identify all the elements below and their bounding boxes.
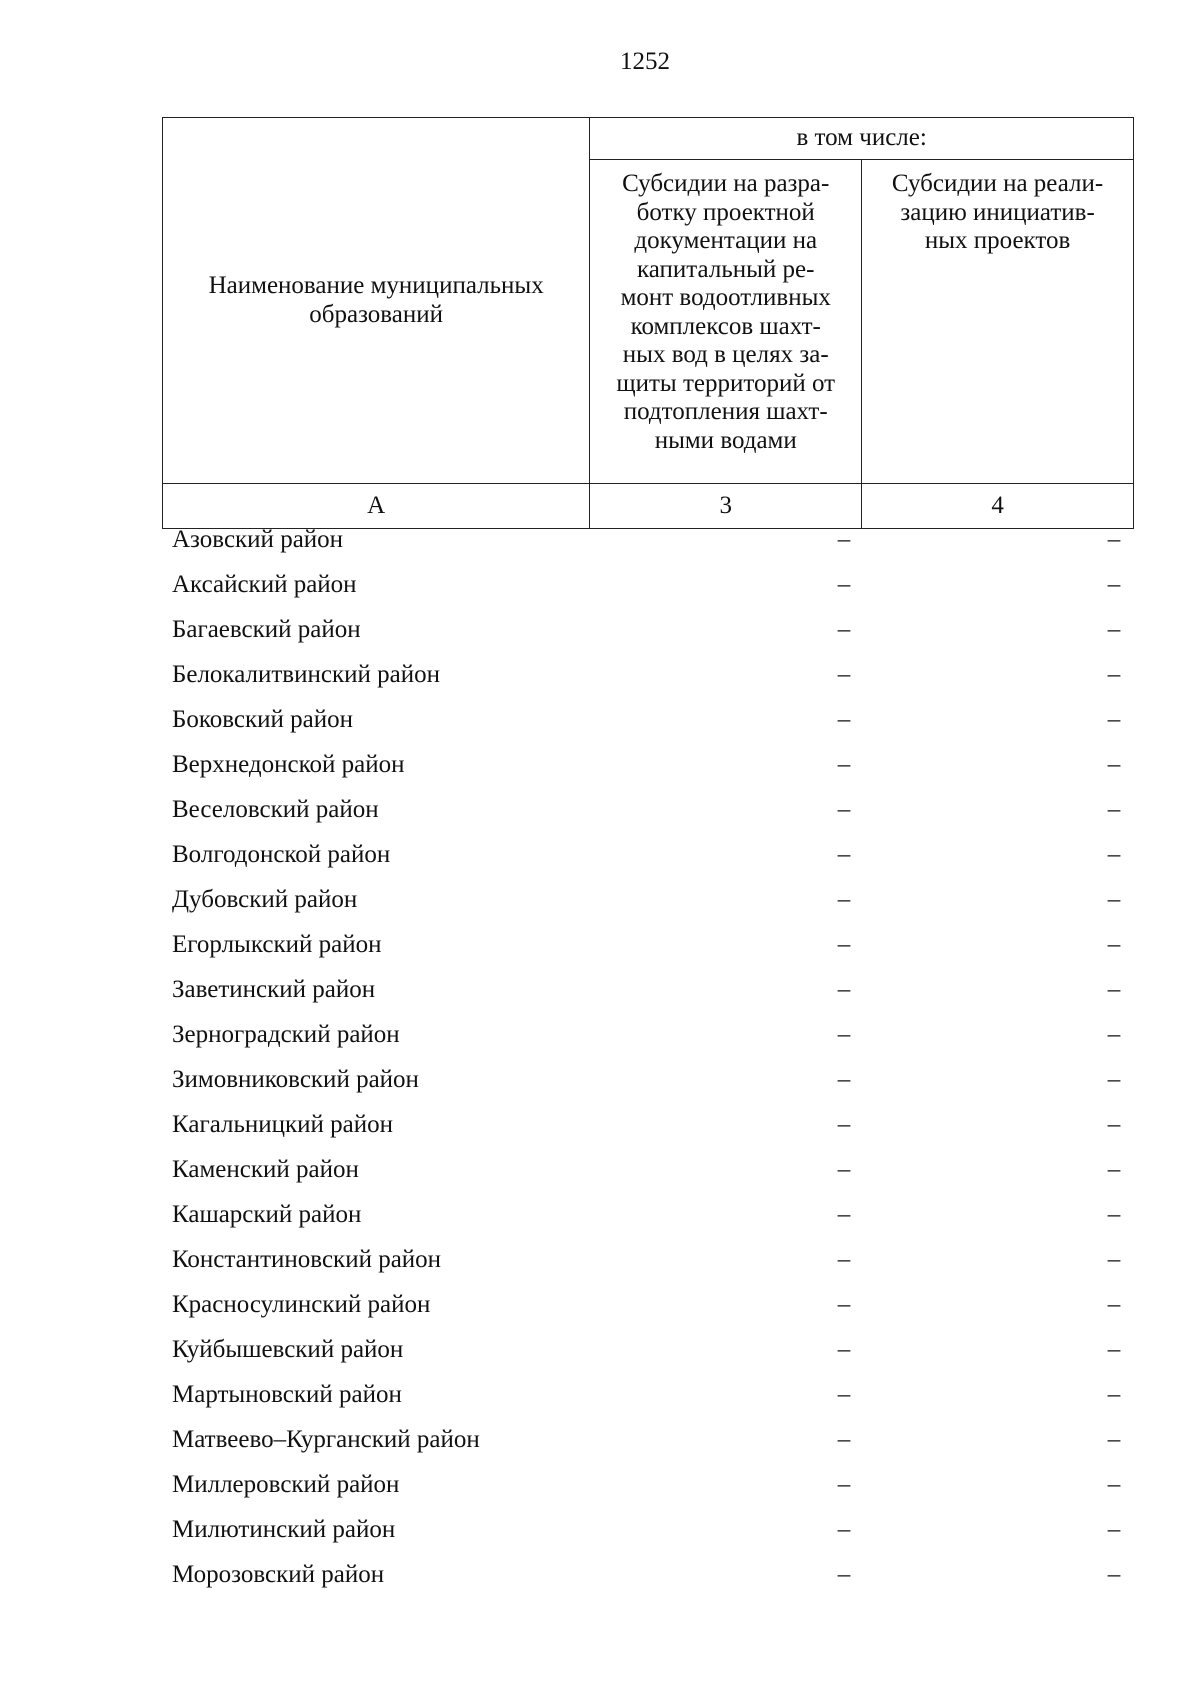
header-name-column [163,118,590,484]
row-col4-value: – [1107,616,1121,643]
table-row [172,1417,1130,1462]
table-row [172,787,1130,832]
table-row [172,1327,1130,1372]
row-col3-value: – [837,1201,851,1228]
row-name: Веселовский район [172,796,379,823]
row-col4-value: – [1107,796,1121,823]
row-col3-value: – [837,1246,851,1273]
row-col4-value: – [1107,1426,1121,1453]
row-col3-value: – [837,1471,851,1498]
row-name: Кагальницкий район [172,1111,394,1138]
header-col3-line: капитальный ре- [637,255,815,283]
row-col4-value: – [1107,1381,1121,1408]
row-col4-value: – [1107,526,1121,553]
row-name: Багаевский район [172,616,361,643]
table-body [172,517,1130,1597]
table-row [172,1462,1130,1507]
index-col4: 4 [862,484,1134,529]
header-col3 [590,160,862,484]
row-name: Заветинский район [172,976,376,1003]
row-col4-value: – [1107,976,1121,1003]
row-col3-value: – [837,841,851,868]
header-col3-line: ботку проектной [636,198,815,226]
table-row [172,1012,1130,1057]
row-col3-value: – [837,616,851,643]
row-col4-value: – [1107,1291,1121,1318]
row-col3-value: – [837,931,851,958]
header-col4-line: Субсидии на реали- [891,170,1104,197]
row-name: Зерноградский район [172,1021,400,1048]
row-name: Мартыновский район [172,1381,402,1408]
row-name: Морозовский район [172,1561,385,1588]
row-col3-value: – [837,751,851,778]
table-header [162,117,1134,529]
row-col3-value: – [837,1156,851,1183]
header-col3-line: комплексов шахт- [630,312,821,340]
row-name: Миллеровский район [172,1471,400,1498]
row-name: Кашарский район [172,1201,362,1228]
row-name: Зимовниковский район [172,1066,419,1093]
table-row [172,1552,1130,1597]
row-col3-value: – [837,1381,851,1408]
row-col4-value: – [1107,1561,1121,1588]
table-row [172,1192,1130,1237]
header-col3-line: щиты территорий от [616,369,836,397]
row-col4-value: – [1107,931,1121,958]
header-col4-line: ных проектов [924,227,1071,254]
row-col4-value: – [1107,1066,1121,1093]
header-col4 [862,160,1134,484]
table-row [172,697,1130,742]
header-name-line: Наименование муниципальных [208,272,544,299]
row-col4-value: – [1107,886,1121,913]
row-col4-value: – [1107,1471,1121,1498]
row-col3-value: – [837,886,851,913]
table-row [172,1102,1130,1147]
row-col3-value: – [837,976,851,1003]
table-row [172,652,1130,697]
table-row [172,562,1130,607]
row-col3-value: – [837,1291,851,1318]
row-col4-value: – [1107,1021,1121,1048]
row-name: Матвеево–Курганский район [172,1426,480,1453]
row-name: Куйбышевский район [172,1336,404,1363]
table-row [172,1057,1130,1102]
row-col3-value: – [837,796,851,823]
table-row [172,967,1130,1012]
row-name: Дубовский район [172,886,358,913]
header-col4-line: зацию инициатив- [900,198,1095,226]
row-col3-value: – [837,706,851,733]
row-name: Красносулинский район [172,1291,431,1318]
table-row [172,607,1130,652]
table-row [172,517,1130,562]
row-col4-value: – [1107,706,1121,733]
header-col3-line: ных вод в целях за- [622,341,829,368]
index-col3: 3 [590,484,862,529]
row-name: Егорлыкский район [172,931,382,958]
header-group-label: в том числе: [590,118,1134,160]
table-row [172,1282,1130,1327]
row-col4-value: – [1107,1111,1121,1138]
row-col3-value: – [837,1561,851,1588]
row-name: Азовский район [172,526,344,553]
row-name: Каменский район [172,1156,359,1183]
row-name: Белокалитвинский район [172,661,440,688]
row-name: Верхнедонской район [172,751,405,778]
table-row [172,922,1130,967]
row-name: Константиновский район [172,1246,442,1273]
row-name: Аксайский район [172,571,357,598]
table-row [172,1372,1130,1417]
header-name-line: образований [309,300,444,328]
row-col4-value: – [1107,1516,1121,1543]
row-col4-value: – [1107,1156,1121,1183]
row-col3-value: – [837,1426,851,1453]
table-row [172,1237,1130,1282]
row-col4-value: – [1107,571,1121,598]
row-col3-value: – [837,1516,851,1543]
row-col3-value: – [837,1066,851,1093]
row-col3-value: – [837,526,851,553]
row-col4-value: – [1107,841,1121,868]
header-col3-line: Субсидии на разра- [622,170,830,197]
page-number: 1252 [620,48,670,75]
table-row [172,1147,1130,1192]
header-col3-line: ными водами [654,426,797,454]
row-col4-value: – [1107,751,1121,778]
table-row [172,877,1130,922]
row-name: Милютинский район [172,1516,396,1543]
table-row [172,1507,1130,1552]
table-row [172,742,1130,787]
row-col3-value: – [837,1336,851,1363]
row-name: Волгодонской район [172,841,391,868]
row-col3-value: – [837,661,851,688]
row-name: Боковский район [172,706,353,733]
header-col3-line: документации на [634,227,818,254]
row-col4-value: – [1107,1246,1121,1273]
header-col3-line: подтопления шахт- [623,398,828,425]
row-col3-value: – [837,571,851,598]
row-col3-value: – [837,1111,851,1138]
index-name-column: А [163,484,590,529]
table-row [172,832,1130,877]
row-col4-value: – [1107,1201,1121,1228]
row-col4-value: – [1107,661,1121,688]
row-col4-value: – [1107,1336,1121,1363]
row-col3-value: – [837,1021,851,1048]
header-col3-line: монт водоотливных [620,284,831,311]
